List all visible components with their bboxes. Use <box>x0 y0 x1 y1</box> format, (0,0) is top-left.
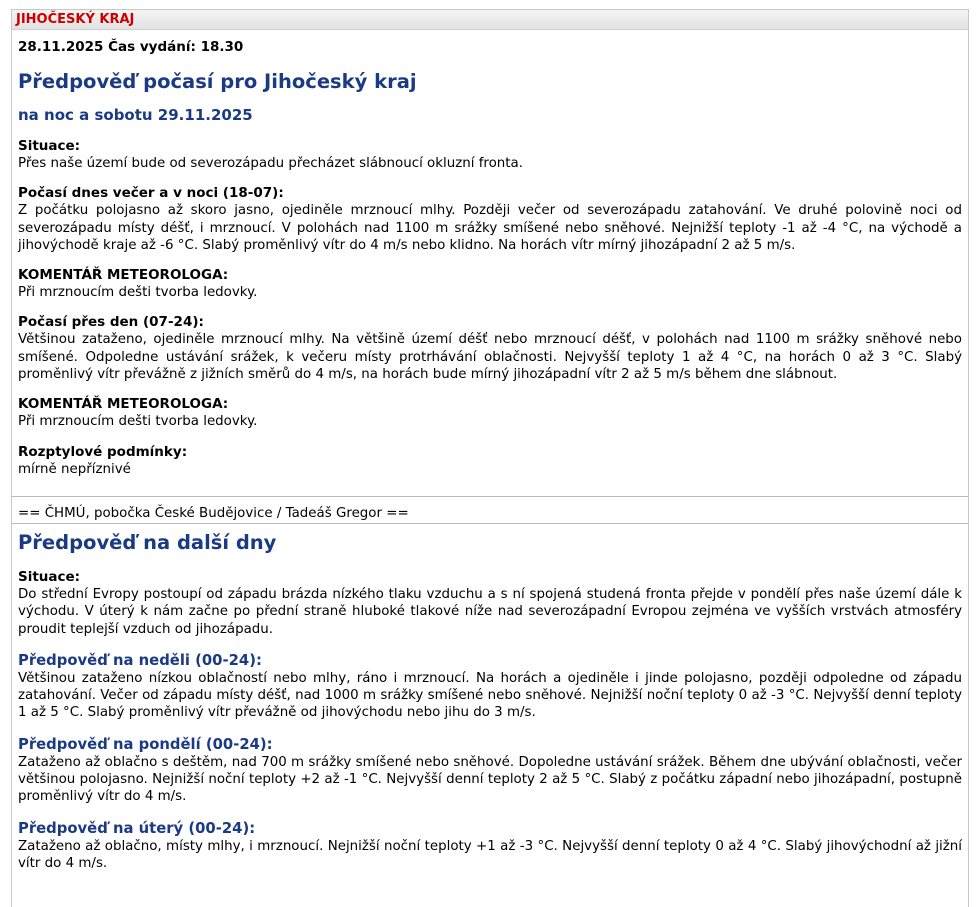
tonight-text: Z počátku polojasno až skoro jasno, ojediněle mrznoucí mlhy. Později večer od severozápadu zatahování. Ve druhé polovině noci od severozápadu místy déšť, i mrznoucí. V polohách nad 1100 m srážky smíšené nebo sněhové. Nejnižší teploty -1 až -4 °C, na východě a jihovýchodě kraje až -6 °C. Slabý proměnlivý vítr do 4 m/s nebo klidno. Na horách vítr mírný jihozápadní 2 až 5 m/s. <box>18 203 962 253</box>
tuesday-block <box>18 819 962 873</box>
next-situation-block <box>18 569 962 638</box>
tonight-block <box>18 185 962 254</box>
page-title: Předpověď počasí pro Jihočeský kraj <box>18 70 417 93</box>
situation-label: Situace: <box>18 138 81 154</box>
day-block <box>18 314 962 383</box>
monday-block <box>18 735 962 806</box>
situation-block <box>18 138 962 172</box>
tonight-label: Počasí dnes večer a v noci (18-07): <box>18 185 284 202</box>
sunday-heading: Předpověď na neděli (00-24): <box>18 651 262 669</box>
issue-datetime: 28.11.2025 Čas vydání: 18.30 <box>18 39 244 55</box>
comment-block-2 <box>18 396 962 430</box>
tuesday-heading: Předpověď na úterý (00-24): <box>18 819 256 837</box>
dispersion-block <box>18 444 962 478</box>
sunday-text: Většinou zataženo nízkou oblačností nebo mlhy, ráno i mrznoucí. Na horách a ojediněle i jinde polojasno, později odpoledne od západu zatahování. Večer od západu místy déšť, nad 1000 m srážky smíšené nebo sněhové. Nejnižší noční teploty 0 až -3 °C. Nejvyšší denní teploty 1 až 5 °C. Slabý proměnlivý vítr převážně od jihovýchodu nebo jihu do 3 m/s. <box>18 670 962 721</box>
forecast-frame <box>11 9 969 907</box>
next-situation-text: Do střední Evropy postoupí od západu brázda nízkého tlaku vzduchu a s ní spojená studená fronta přejde v pondělí přes naše území dále k východu. V úterý k nám začne po přední straně hluboké tlakové níže nad severozápadní Evropou zejména ve vyšších vrstvách atmosféry proudit teplejší vzduch od jihozápadu. <box>18 586 962 637</box>
comment-text-2: Při mrznoucím dešti tvorba ledovky. <box>18 414 258 430</box>
divider-bottom <box>12 523 968 524</box>
comment-block-1 <box>18 267 962 301</box>
tuesday-text: Zataženo až oblačno, místy mlhy, i mrznoucí. Nejnižší noční teploty +1 až -3 °C. Nejvyšší denní teploty 0 až 4 °C. Slabý jihovýchodní až jižní vítr do 4 m/s. <box>18 838 962 871</box>
page-subtitle: na noc a sobotu 29.11.2025 <box>18 106 253 124</box>
day-label: Počasí přes den (07-24): <box>18 314 204 331</box>
day-text: Většinou zataženo, ojediněle mrznoucí mlhy. Na většině území déšť nebo mrznoucí déšť, v polohách nad 1100 m srážky sněhové nebo smíšené. Odpoledne ustávání srážek, k večeru místy protrhávání oblačnosti. Nejvyšší teploty 1 až 4 °C, na horách 0 až 3 °C. Slabý proměnlivý vítr převážně z jižních směrů do 4 m/s, na horách bude mírný jihozápadní vítr 2 až 5 m/s během dne slábnout. <box>18 332 962 383</box>
next-days-title: Předpověď na další dny <box>18 530 277 554</box>
monday-text: Zataženo až oblačno s deštěm, nad 700 m srážky smíšené nebo sněhové. Dopoledne ustávání srážek. Během dne ubývání oblačnosti, večer většinou polojasno. Nejnižší noční teploty +2 až -1 °C. Nejvyšší denní teploty 2 až 5 °C. Slabý z počátku západní nebo jihozápadní, postupně proměnlivý vítr do 4 m/s. <box>18 754 962 805</box>
dispersion-text: mírně nepříznivé <box>18 461 131 477</box>
sunday-block <box>18 651 962 722</box>
forecast-content <box>12 38 968 872</box>
signature: == ČHMÚ, pobočka České Budějovice / Tadeáš Gregor == <box>18 505 409 521</box>
comment-label-1: KOMENTÁŘ METEOROLOGA: <box>18 267 229 284</box>
comment-text-1: Při mrznoucím dešti tvorba ledovky. <box>18 285 258 301</box>
region-header: JIHOČESKÝ KRAJ <box>12 10 968 30</box>
next-situation-label: Situace: <box>18 568 81 585</box>
comment-label-2: KOMENTÁŘ METEOROLOGA: <box>18 396 229 413</box>
dispersion-label: Rozptylové podmínky: <box>18 443 188 460</box>
situation-text: Přes naše území bude od severozápadu přecházet slábnoucí okluzní fronta. <box>18 156 524 171</box>
monday-heading: Předpověď na pondělí (00-24): <box>18 735 273 753</box>
